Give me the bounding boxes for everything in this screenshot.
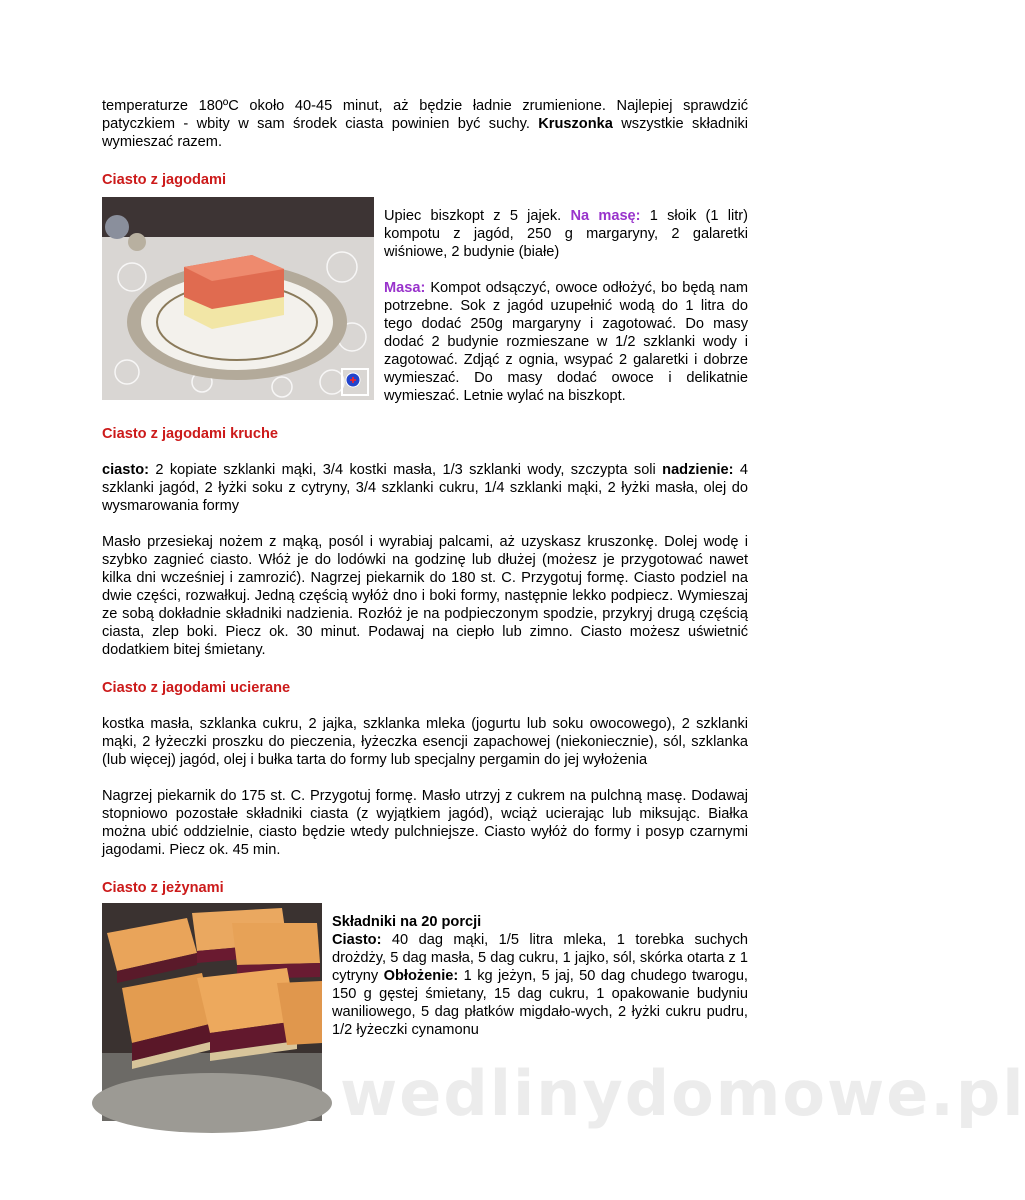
s1-text-b: 1 słoik (1 litr) kompotu z jagód, 250 g margaryny, 2 galaretki wiśniowe, 2 budynie (białe) — [384, 208, 748, 260]
ciasto-label: Ciasto: — [332, 932, 382, 948]
s3-method: Nagrzej piekarnik do 175 st. C. Przygotuj formę. Masło utrzyj z cukrem na pulchną masę. Dodawaj stopniowo pozostałe składniki ciasta (z wyjątkiem jagód), wciąż ucierając lub miksując. Białka można ubić oddzielnie, ciasto będzie wtedy pulchniejsze. Ciasto wyłóż do formy i posyp czarnymi jagodami. Piecz ok. 45 min. — [102, 788, 748, 858]
section-ciasto-z-jagodami-ucierane — [102, 679, 748, 859]
ciasto-label: ciasto: — [102, 462, 150, 478]
s4-servings — [332, 913, 748, 931]
s4-text-2: 1 kg jeżyn, 5 jaj, 50 dag chudego twarogu, 150 g gęstej śmietany, 15 dag cukru, 1 opakowanie budyniu waniliowego, 5 dag płatków migdało-wych, 2 łyżki cukru pudru, 1/2 łyżeczki cynamonu — [332, 968, 748, 1038]
intro-paragraph — [102, 97, 748, 151]
s2-method: Masło przesiekaj nożem z mąką, posól i wyrabiaj palcami, aż uzyskasz kruszonkę. Dolej wodę i szybko zagnieć ciasto. Włóż je do lodówki na godzinę lub dłużej (możesz je przygotować nawet kilka dni wcześniej i zamrozić). Nagrzej piekarnik do 180 st. C. Przygotuj formę. Ciasto podziel na dwie części, rozwałkuj. Jedną częścią wyłóż dno i boki formy, następnie lekko podpiecz. Wymieszaj ze sobą dokładnie składniki nadzienia. Rozłóż je na podpieczonym spodzie, przykryj drugą częścią ciasta, zlep boki. Piecz ok. 30 minut. Podawaj na ciepło lub zimno. Ciasto możesz uświetnić dodatkiem bitej śmietany. — [102, 534, 748, 658]
intro-text: temperaturze 180ºC około 40-45 minut, aż będzie ładnie zrumienione. Najlepiej sprawdzić patyczkiem - wbity w sam środek ciasta powinien być suchy. — [102, 98, 748, 132]
watermark: wedlinydomowe.pl — [340, 1057, 1025, 1130]
s1-text-a: Upiec biszkopt z 5 jajek. — [384, 208, 571, 224]
document-page — [102, 97, 748, 1121]
masa-label: Masa: — [384, 280, 426, 296]
na-mase-label: Na masę: — [570, 208, 641, 224]
blackberry-cake-photo — [102, 903, 322, 1121]
section-title: Ciasto z jagodami ucierane — [102, 680, 291, 696]
s2-ing-text-1: 2 kopiate szklanki mąki, 3/4 kostki masła, 1/3 szklanki wody, szczypta soli — [149, 462, 663, 478]
section-title: Ciasto z jeżynami — [102, 880, 224, 896]
cake-photo — [102, 197, 374, 400]
s4-text-1: 40 dag mąki, 1/5 litra mleka, 1 torebka suchych drożdży, 5 dag masła, 5 dag cukru, 1 jajko, sól, skórka otarta z 1 cytryny — [332, 932, 748, 984]
blackberry-cake-image — [102, 903, 322, 1121]
section-ciasto-z-jagodami-kruche — [102, 425, 748, 659]
s4-ingredients — [332, 931, 748, 1039]
servings-label: Składniki na 20 porcji — [332, 914, 482, 930]
intro-bold: Kruszonka — [538, 116, 613, 132]
s1-method — [384, 279, 748, 405]
s2-ing-text-2: 4 szklanki jagód, 2 łyżki soku z cytryny, 3/4 szklanki cukru, 1/4 szklanki mąki, 2 łyżki masła, olej do wysmarowania formy — [102, 462, 748, 514]
s2-ingredients — [102, 461, 748, 515]
section-ciasto-z-jagodami — [102, 171, 748, 405]
section-title: Ciasto z jagodami kruche — [102, 426, 278, 442]
s1-method-text: Kompot odsączyć, owoce odłożyć, bo będą nam potrzebne. Sok z jagód uzupełnić wodą do 1 litra do tego dodać 250g margaryny i zagotować. Do masy dodać 2 budynie rozmieszane w 1/2 szklanki wody i zagotować. Zdjąć z ognia, wsypać 2 galaretki i dobrze wymieszać. Do masy dodać owoce i delikatnie wymieszać. Letnie wylać na biszkopt. — [384, 280, 748, 404]
strawberry-cake-image — [102, 197, 374, 400]
nadzienie-label: nadzienie: — [662, 462, 734, 478]
oblozenie-label: Obłożenie: — [383, 968, 459, 984]
section-title: Ciasto z jagodami — [102, 172, 227, 188]
s3-ingredients: kostka masła, szklanka cukru, 2 jajka, szklanka mleka (jogurtu lub soku owocowego), 2 szklanki mąki, 2 łyżeczki proszku do pieczenia, łyżeczka esencji zapachowej (niekoniecznie), sól, szklanka (lub więcej) jagód, olej i bułka tarta do formy lub specjalny pergamin do jej wyłożenia — [102, 716, 748, 768]
intro-text-end: wszystkie składniki wymieszać razem. — [102, 116, 749, 150]
s1-ingredients — [384, 207, 748, 261]
